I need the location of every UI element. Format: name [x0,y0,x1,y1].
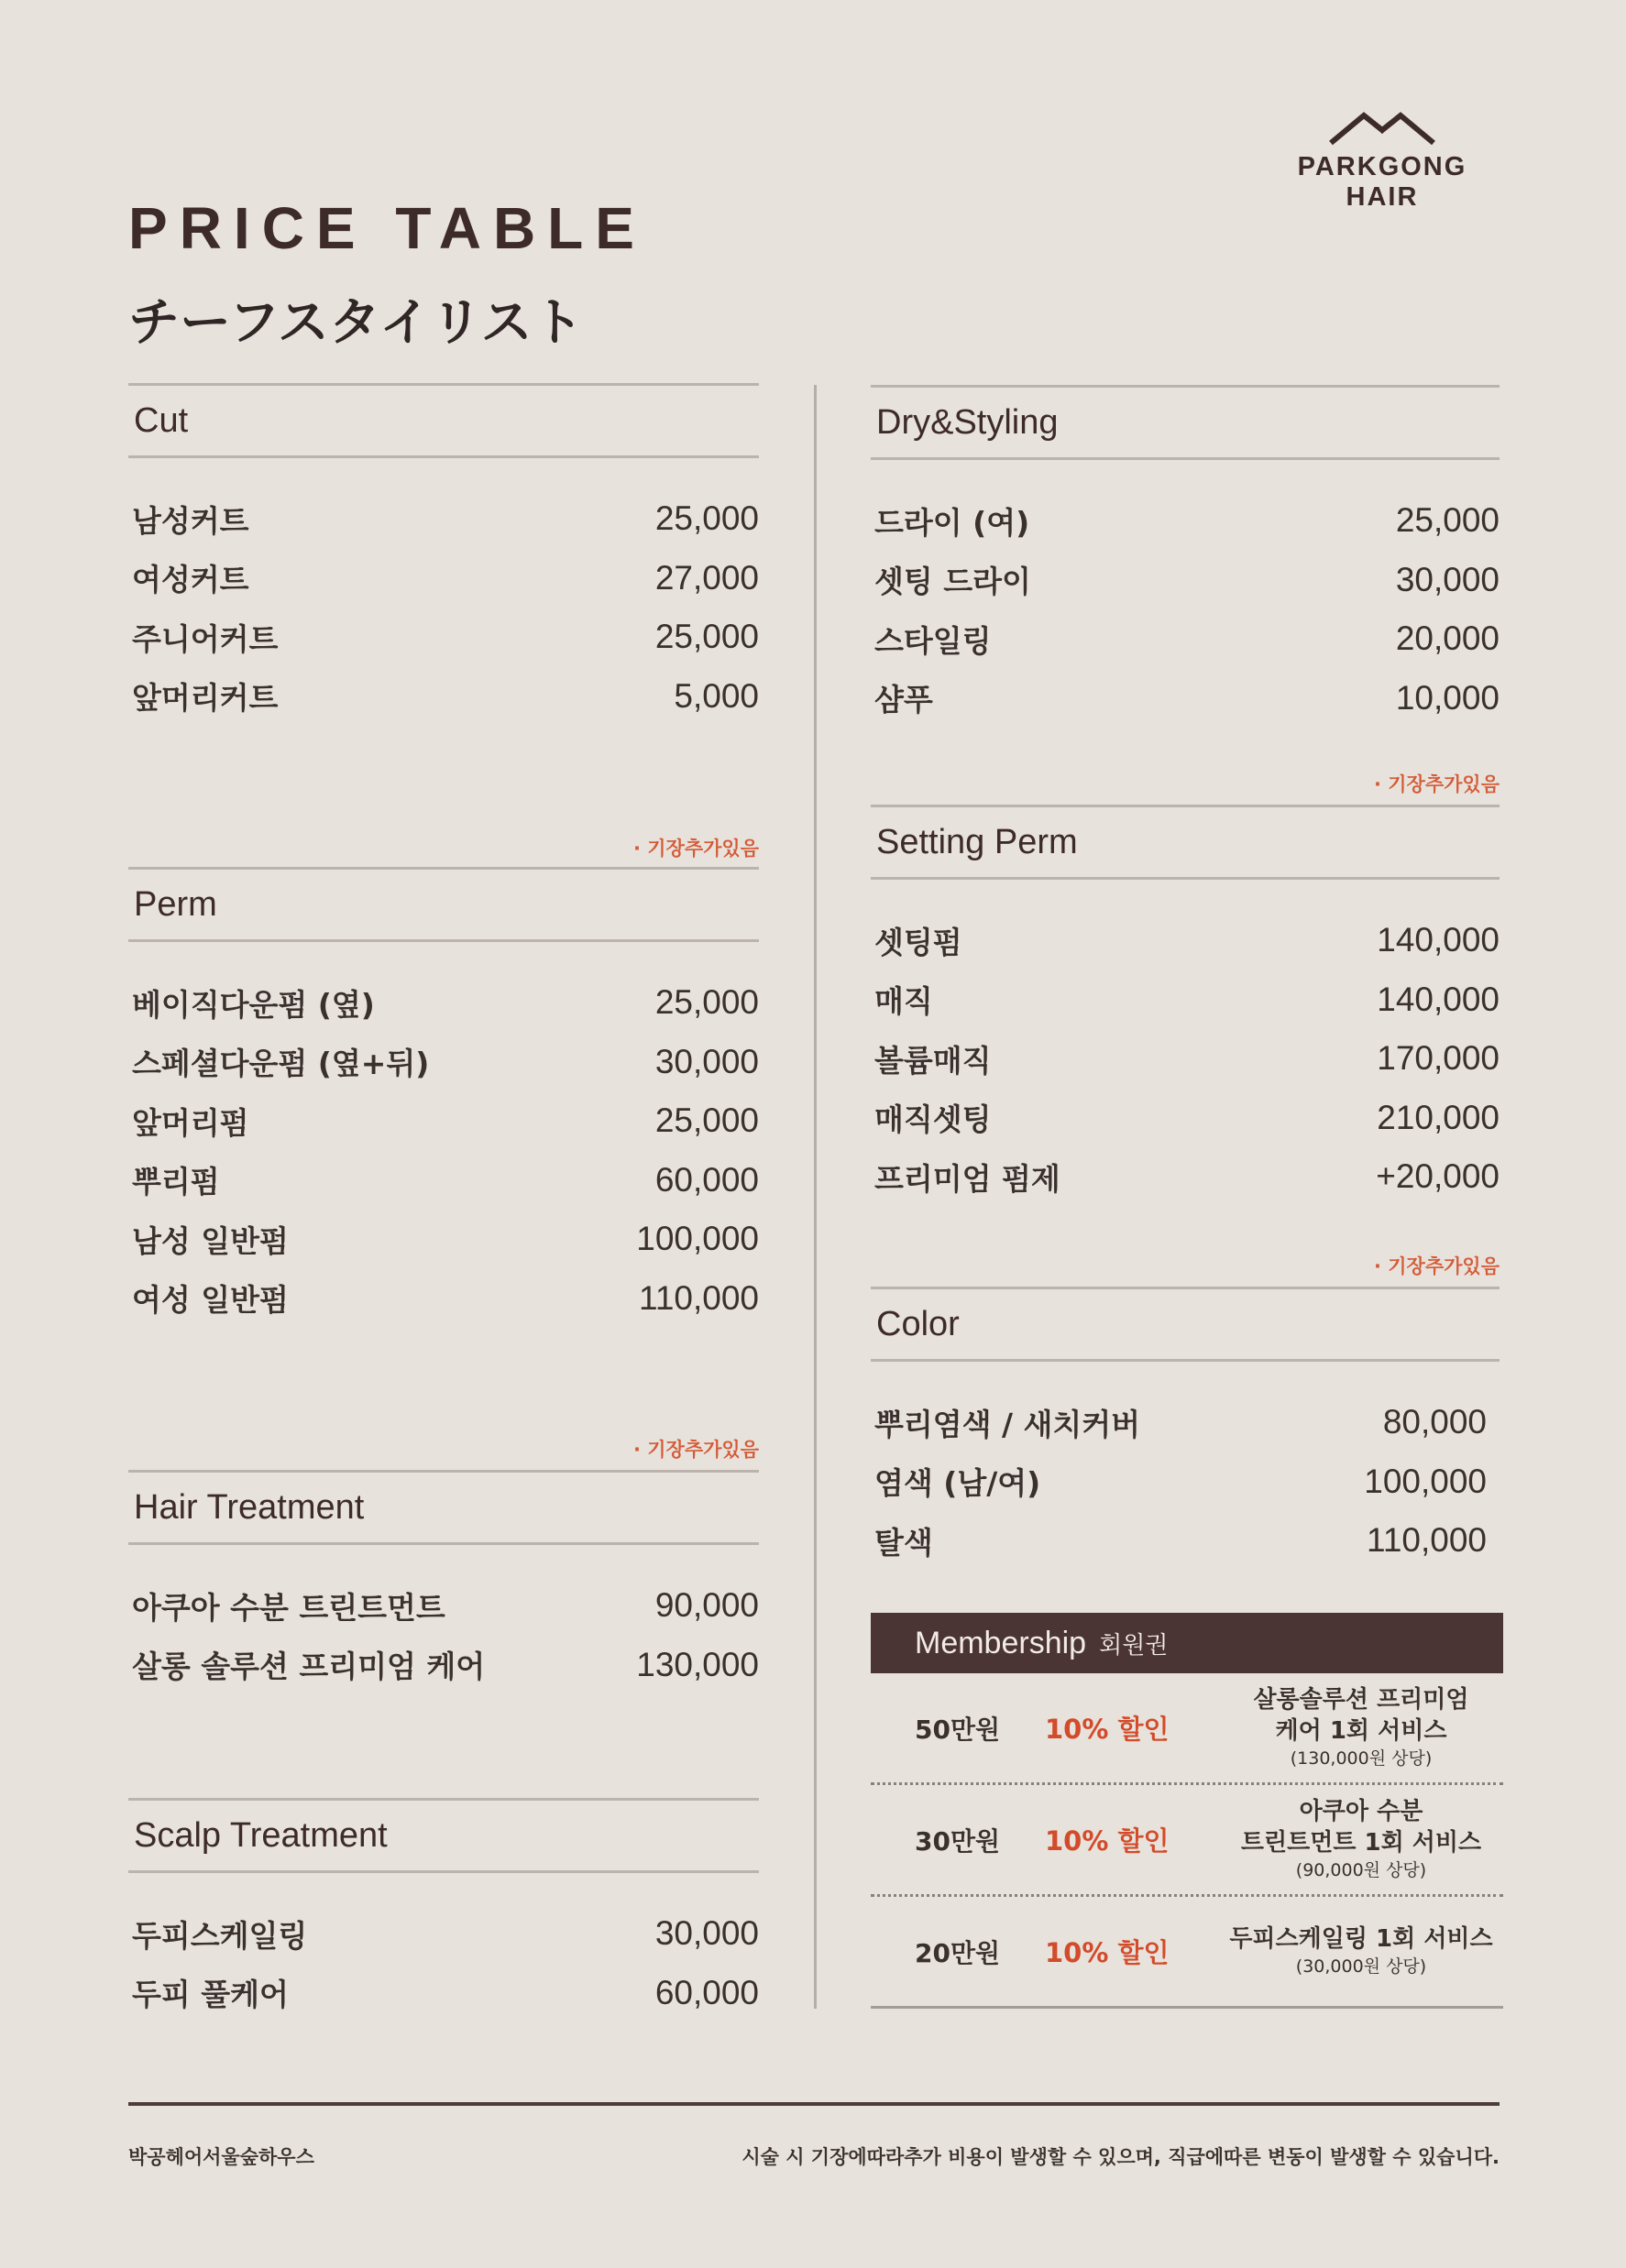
section-title: Dry&Styling [871,385,1500,460]
price-row [128,1033,759,1092]
price-list [871,491,1500,728]
item-name: 남성 일반펌 [132,1222,289,1259]
benefit-line: 살롱솔루션 프리미엄 [1253,1686,1469,1715]
length-surcharge-note: · 기장추가있음 [632,1439,759,1461]
section-title: Scalp Treatment [128,1798,759,1873]
membership-amount: 50만원 [915,1714,1001,1745]
item-name: 여성커트 [132,562,249,598]
item-price: 30,000 [654,1914,759,1953]
price-row [128,1576,759,1636]
membership-benefit [1219,1797,1503,1881]
section-hair-treatment [128,1470,759,1694]
membership-row [871,1673,1503,1785]
price-list [128,489,759,726]
section-title: Hair Treatment [128,1470,759,1545]
footer-disclaimer: 시술 시 기장에따라추가 비용이 발생할 수 있으며, 직급에따른 변동이 발생할 수 있습니다. [742,2146,1500,2168]
section-dry-styling [871,385,1500,728]
price-row [128,549,759,608]
brand-name: PARKGONG HAIR [1297,152,1467,212]
price-list [871,911,1500,1207]
item-price: 60,000 [654,1973,759,2011]
membership-row [871,1897,1503,2009]
item-price: 25,000 [654,983,759,1022]
item-name: 남성커트 [132,502,249,539]
price-row [871,609,1500,669]
item-name: 베이직다운펌 (옆) [132,986,375,1023]
membership-row [871,1785,1503,1897]
price-row [871,1452,1487,1512]
item-price: 100,000 [1364,1462,1487,1500]
item-name: 샴푸 [874,682,933,718]
item-price: 27,000 [654,558,759,597]
membership-table [871,1613,1503,2009]
price-row [871,1393,1487,1452]
membership-title: Membership [915,1625,1087,1660]
benefit-line: 두피스케일링 1회 서비스 [1229,1925,1493,1954]
benefit-value-note: (30,000원 상당) [1295,1956,1427,1978]
item-price: 210,000 [1377,1098,1500,1136]
membership-benefit [1219,1924,1503,1978]
column-divider [814,385,817,2009]
item-name: 앞머리펌 [132,1104,249,1141]
item-price: 25,000 [1395,501,1500,540]
membership-title-ko: 회원권 [1099,1630,1169,1659]
item-price: 25,000 [654,618,759,656]
item-name: 드라이 (여) [874,504,1030,541]
price-row [128,1210,759,1269]
price-row [871,1511,1487,1571]
price-row [128,608,759,667]
section-perm [128,867,759,1328]
price-row [128,489,759,549]
price-list [128,1576,759,1694]
item-price: 140,000 [1377,980,1500,1018]
item-price: 130,000 [636,1645,759,1683]
price-row [871,491,1500,551]
section-cut [128,383,759,726]
price-row [128,1091,759,1151]
price-row [871,1029,1500,1089]
price-row [128,1904,759,1964]
membership-benefit [1219,1685,1503,1769]
item-name: 앞머리커트 [132,680,279,717]
benefit-line: 케어 1회 서비스 [1275,1717,1447,1746]
item-name: 매직 [874,983,933,1020]
item-name: 두피 풀케어 [132,1977,289,2013]
footer-divider [128,2102,1500,2106]
membership-amount: 20만원 [915,1937,1001,1968]
membership-amount: 30만원 [915,1825,1001,1857]
benefit-value-note: (130,000원 상당) [1290,1748,1433,1769]
item-price: 140,000 [1377,921,1500,959]
item-name: 프리미엄 펌제 [874,1160,1060,1197]
price-row [871,551,1500,610]
benefit-line: 트린트먼트 1회 서비스 [1240,1829,1482,1857]
item-name: 살롱 솔루션 프리미엄 케어 [132,1649,486,1685]
item-name: 셋팅펌 [874,924,962,960]
length-surcharge-note: · 기장추가있음 [1373,1255,1500,1277]
item-price: 20,000 [1395,619,1500,658]
section-title: Color [871,1287,1500,1362]
price-list [128,1904,759,2022]
price-row [128,1269,759,1329]
membership-discount: 10% 할인 [1045,1937,1170,1968]
membership-discount: 10% 할인 [1045,1714,1170,1745]
roof-logo-icon [1327,108,1437,147]
item-price: 5,000 [674,676,759,715]
price-row [128,1636,759,1695]
item-name: 아쿠아 수분 트린트먼트 [132,1589,445,1626]
item-name: 두피스케일링 [132,1917,308,1954]
section-title: Setting Perm [871,805,1500,880]
item-price: 25,000 [654,499,759,538]
brand-logo [1263,108,1501,213]
section-title: Perm [128,867,759,942]
price-list [128,973,759,1328]
item-name: 탈색 [874,1524,933,1561]
item-price: 10,000 [1395,678,1500,717]
item-name: 뿌리펌 [132,1164,220,1200]
item-name: 여성 일반펌 [132,1282,289,1319]
benefit-value-note: (90,000원 상당) [1295,1859,1427,1880]
item-price: 60,000 [654,1160,759,1199]
price-row [128,973,759,1033]
length-surcharge-note: · 기장추가있음 [632,838,759,860]
section-color [871,1287,1487,1571]
item-name: 스타일링 [874,622,992,659]
page-subtitle: チーフスタイリスト [128,293,584,353]
price-row [871,1147,1500,1207]
benefit-line: 아쿠아 수분 [1299,1798,1423,1826]
section-setting-perm [871,805,1500,1207]
item-name: 뿌리염색 / 새치커버 [874,1406,1141,1442]
item-price: 170,000 [1377,1039,1500,1078]
membership-header [871,1613,1503,1673]
item-price: 30,000 [654,1042,759,1080]
price-row [128,1151,759,1211]
item-price: +20,000 [1376,1157,1500,1196]
item-price: 110,000 [1367,1521,1487,1560]
price-row [871,1089,1500,1148]
item-name: 매직셋팅 [874,1101,992,1138]
item-name: 볼륨매직 [874,1042,992,1079]
section-scalp-treatment [128,1798,759,2022]
item-price: 110,000 [639,1278,759,1317]
item-price: 25,000 [654,1101,759,1140]
item-name: 주니어커트 [132,620,279,657]
page-title: PRICE TABLE [128,195,646,261]
price-row [871,911,1500,970]
membership-discount: 10% 할인 [1045,1825,1170,1857]
item-price: 100,000 [636,1220,759,1258]
item-price: 90,000 [654,1586,759,1625]
item-price: 30,000 [1395,560,1500,598]
price-row [871,669,1500,729]
item-name: 셋팅 드라이 [874,564,1031,600]
length-surcharge-note: · 기장추가있음 [1373,773,1500,795]
item-name: 스페셜다운펌 (옆+뒤) [132,1046,430,1082]
price-list [871,1393,1487,1571]
price-row [128,1964,759,2023]
price-row [128,667,759,727]
item-price: 80,000 [1382,1403,1487,1441]
section-title: Cut [128,383,759,458]
item-name: 염색 (남/여) [874,1465,1041,1502]
footer-shop-name: 박공헤어서울숲하우스 [128,2146,314,2168]
price-row [871,970,1500,1030]
